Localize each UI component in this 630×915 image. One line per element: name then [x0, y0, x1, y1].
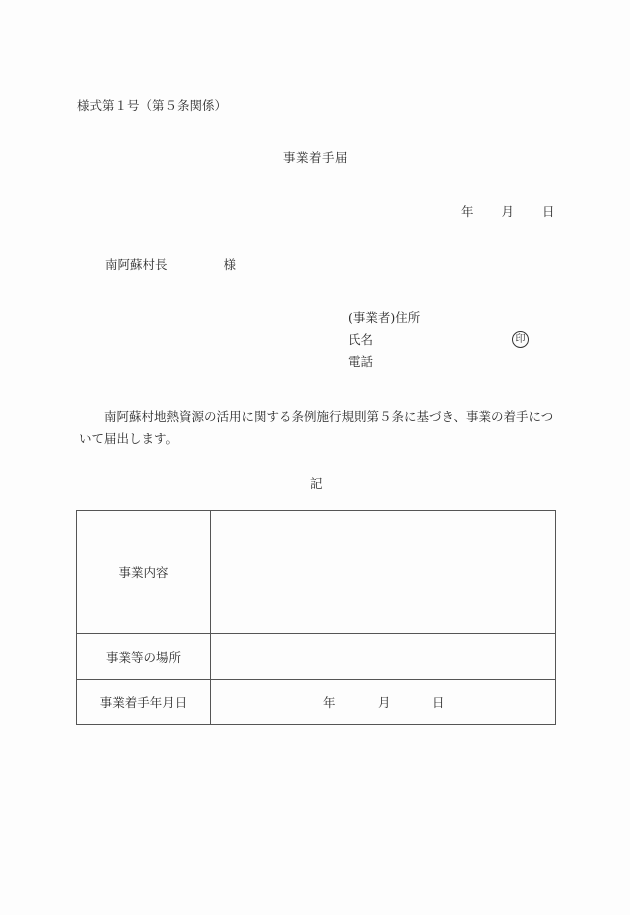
applicant-phone-label: 電話 — [348, 354, 374, 369]
date-month-label: 月 — [501, 204, 515, 219]
business-location-label: 事業等の場所 — [77, 634, 211, 680]
applicant-address-label: (事業者)住所 — [348, 310, 421, 325]
date-year-label: 年 — [461, 204, 474, 219]
table-row-business-location — [77, 634, 556, 680]
ki-heading: 記 — [310, 476, 323, 491]
start-date-month-label: 月 — [378, 695, 391, 710]
seal-stamp-icon: 印 — [512, 331, 529, 348]
applicant-block — [348, 311, 420, 377]
body-paragraph — [79, 406, 559, 450]
table-row-business-content — [77, 511, 556, 634]
applicant-name-label: 氏名 — [348, 332, 374, 347]
table-row-start-date — [77, 680, 556, 725]
document-title: 事業着手届 — [283, 150, 349, 165]
addressee-name: 南阿蘇村長 — [105, 257, 168, 272]
start-date-year-label: 年 — [323, 695, 336, 710]
submission-date-line — [461, 206, 555, 219]
addressee-line — [105, 259, 236, 272]
start-date-label: 事業着手年月日 — [77, 680, 211, 725]
date-day-label: 日 — [542, 204, 555, 219]
start-date-day-label: 日 — [432, 695, 445, 710]
body-text: 南阿蘇村地熱資源の活用に関する条例施行規則第５条に基づき、事業の着手について届出します。 — [79, 409, 554, 446]
details-table — [76, 510, 556, 725]
start-date-field[interactable] — [211, 680, 556, 725]
form-number-label: 様式第１号（第５条関係） — [77, 98, 228, 113]
business-location-field[interactable] — [211, 634, 556, 680]
addressee-honorific: 様 — [223, 257, 237, 272]
business-content-label: 事業内容 — [77, 511, 211, 634]
business-content-field[interactable] — [211, 511, 556, 634]
